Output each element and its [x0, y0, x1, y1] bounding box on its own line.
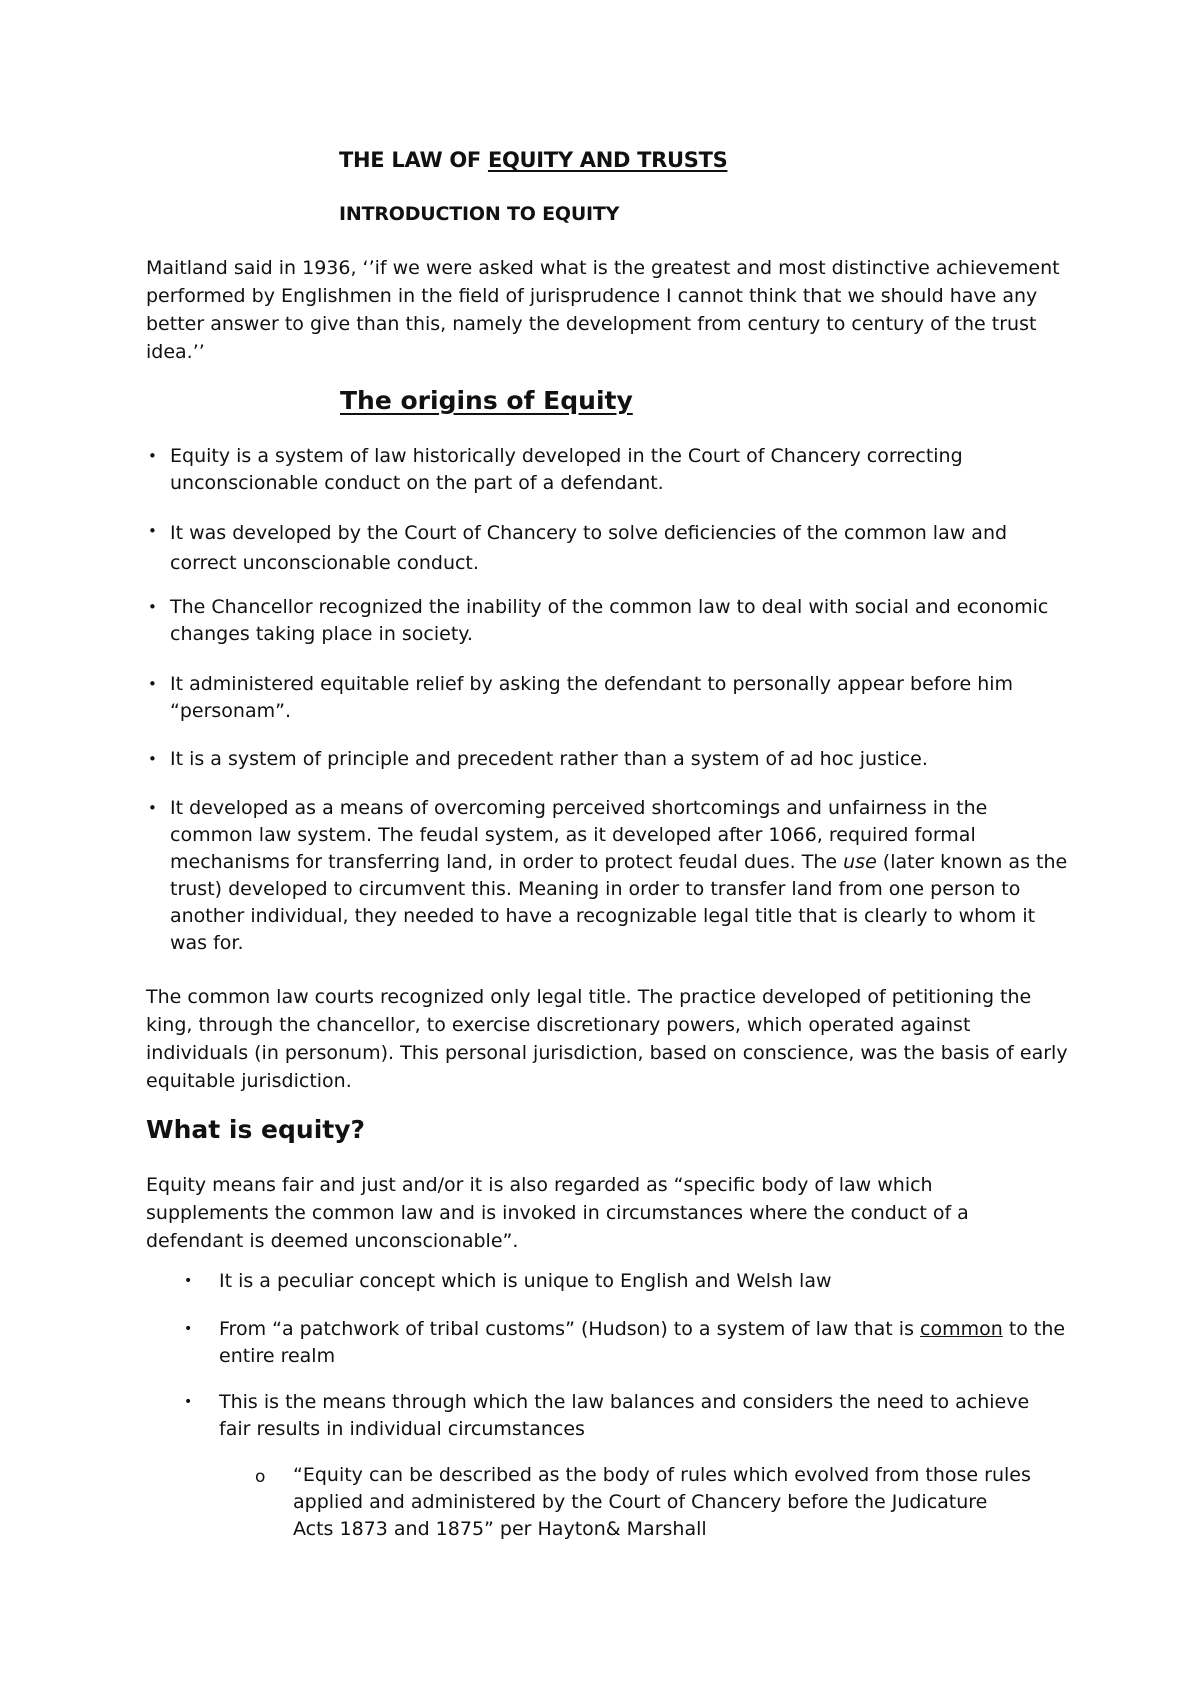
bullet-glyph: • — [148, 522, 157, 540]
bullet-glyph: • — [184, 1394, 193, 1410]
bullet-glyph: • — [148, 447, 157, 465]
intro-paragraph: Maitland said in 1936, ‘’if we were asked what is the greatest and most distinctive achievement performed by Englishmen in the field of jurisprudence I cannot think that we should have any better answer to give than this, namely the development from century to century of the trust idea.’’ — [146, 257, 1060, 363]
bullet-text-part: It developed as a means of overcoming perceived shortcomings and unfairness in the common law system. The feudal system, as it developed after 1066, required formal mechanisms for transferring land, in order to protect feudal dues. The — [170, 797, 988, 873]
origins-bullet-text: It was developed by the Court of Chancery to solve deficiencies of the common law and correct unconscionable conduct. — [170, 522, 1008, 574]
origins-bullet-text — [170, 795, 1070, 957]
bullet-glyph: • — [184, 1273, 193, 1289]
bullet-text-part: to the entire realm — [219, 1318, 1066, 1367]
origins-bullet-text: It is a system of principle and precedent rather than a system of ad hoc justice. — [170, 748, 928, 770]
document-title — [339, 148, 727, 172]
underlined-common: common — [920, 1318, 1003, 1340]
bullet-glyph: • — [148, 799, 157, 817]
document-subtitle: INTRODUCTION TO EQUITY — [339, 203, 620, 225]
sub-bullet-glyph: o — [255, 1467, 266, 1487]
title-part-2: EQUITY AND TRUSTS — [487, 148, 728, 172]
origins-closing-paragraph: The common law courts recognized only legal title. The practice developed of petitioning the king, through the chancellor, to exercise discretionary powers, which operated against individuals (in personum). This personal jurisdiction, based on conscience, was the basis of early equitable jurisdiction. — [146, 986, 1068, 1092]
origins-bullet-text: It administered equitable relief by asking the defendant to personally appear before him “personam”. — [170, 673, 1014, 722]
bullet-text-part: From “a patchwork of tribal customs” (Hudson) to a system of law that is — [219, 1318, 921, 1340]
bullet-glyph: • — [148, 750, 157, 768]
italic-use: use — [843, 851, 877, 873]
origins-bullet-text: Equity is a system of law historically developed in the Court of Chancery correcting unconscionable conduct on the part of a defendant. — [170, 445, 963, 494]
title-part-1: THE LAW OF — [339, 148, 488, 172]
what-bullet-text: It is a peculiar concept which is unique to English and Welsh law — [219, 1270, 832, 1292]
what-bullet-text: This is the means through which the law balances and considers the need to achieve fair results in individual circumstances — [219, 1391, 1030, 1440]
bullet-glyph: • — [148, 598, 157, 616]
bullet-glyph: • — [184, 1321, 193, 1337]
origins-heading: The origins of Equity — [340, 386, 633, 415]
bullet-glyph: • — [148, 675, 157, 693]
what-is-equity-heading: What is equity? — [146, 1115, 366, 1144]
what-bullet-text — [219, 1316, 1069, 1370]
origins-bullet-text: The Chancellor recognized the inability of the common law to deal with social and economic changes taking place in society. — [170, 596, 1049, 645]
what-is-equity-paragraph: Equity means fair and just and/or it is also regarded as “specific body of law which supplements the common law and is invoked in circumstances where the conduct of a defendant is deemed unconscionable”. — [146, 1174, 969, 1252]
sub-bullet-text: “Equity can be described as the body of rules which evolved from those rules applied and administered by the Court of Chancery before the Judicature Acts 1873 and 1875” per Hayton& Marshall — [293, 1464, 1031, 1540]
bullet-text-part: (later known as the trust) developed to circumvent this. Meaning in order to transfer land from one person to another individual, they needed to have a recognizable legal title that is clearly to whom it was for. — [170, 851, 1068, 954]
